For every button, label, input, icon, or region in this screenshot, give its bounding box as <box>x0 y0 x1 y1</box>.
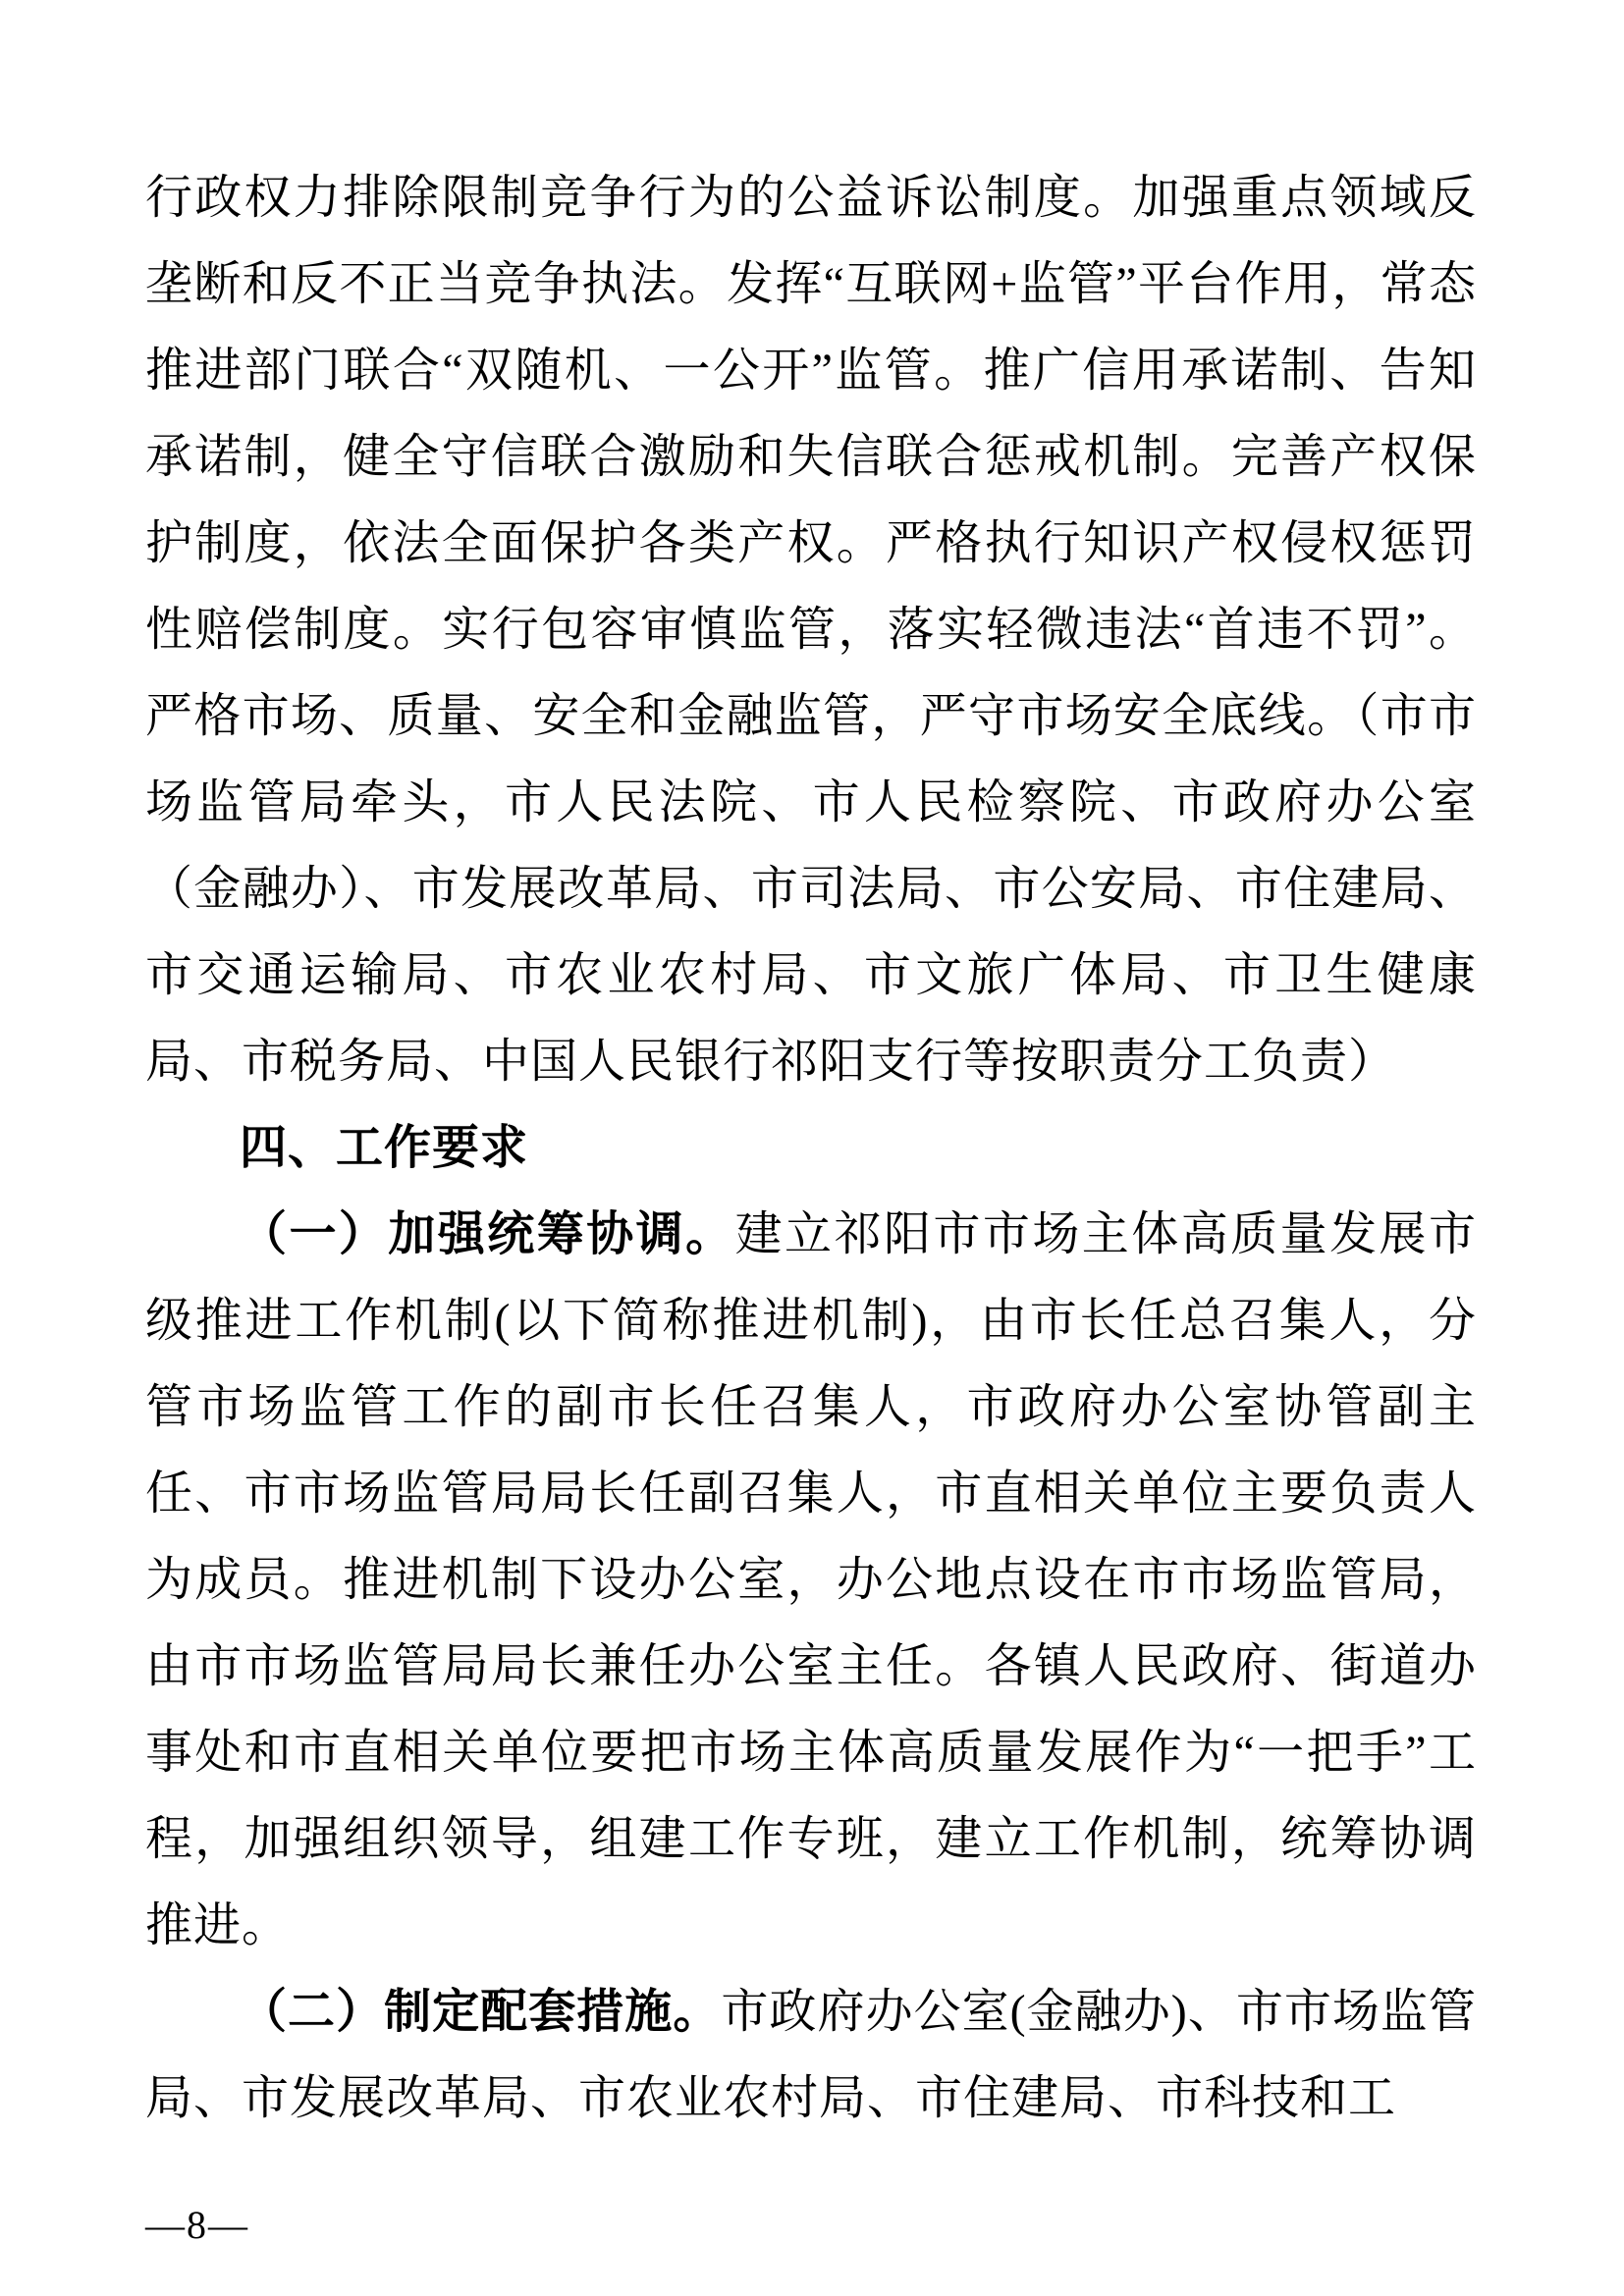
paragraph-continuation <box>145 155 1477 1105</box>
text-run: 行政权力排除限制竞争行为的公益诉讼制度。加强重点领域反垄断和反不正当竞争执法。发挥“互联网+监管”平台作用，常态推进部门联合“双随机、一公开”监管。推广信用承诺制、告知承诺制，健全守信联合激励和失信联合惩戒机制。完善产权保护制度，依法全面保护各类产权。严格执行知识产权侵权惩罚性赔偿制度。实行包容审慎监管，落实轻微违法“首违不罚”。严格市场、质量、安全和金融监管，严守市场安全底线。（市市场监管局牵头，市人民法院、市人民检察院、市政府办公室（金融办）、市发展改革局、市司法局、市公安局、市住建局、市交通运输局、市农业农村局、市文旅广体局、市卫生健康局、市税务局、中国人民银行祁阳支行等按职责分工负责） <box>145 172 1477 1088</box>
paragraph-item-one <box>145 1192 1477 1969</box>
paragraph-item-two <box>145 1969 1477 2142</box>
item-two-lead-bold: （二）制定配套措施。 <box>240 1986 722 2038</box>
document-body <box>145 155 1477 2142</box>
section-heading-text: 四、工作要求 <box>240 1122 529 1174</box>
section-heading <box>145 1105 1477 1192</box>
page-number: —8— <box>145 2203 249 2247</box>
item-one-lead-bold: （一）加强统筹协调。 <box>240 1208 735 1260</box>
text-run: 市政府办公室(金融办)、市市场监管局、市发展改革局、市农业农村局、市住建局、市科技和工 <box>145 1986 1477 2124</box>
text-run: 建立祁阳市市场主体高质量发展市级推进工作机制(以下简称推进机制)，由市长任总召集人，分管市场监管工作的副市长任召集人，市政府办公室协管副主任、市市场监管局局长任副召集人，市直相关单位主要负责人为成员。推进机制下设办公室，办公地点设在市市场监管局，由市市场监管局局长兼任办公室主任。各镇人民政府、街道办事处和市直相关单位要把市场主体高质量发展作为“一把手”工程，加强组织领导，组建工作专班，建立工作机制，统筹协调推进。 <box>145 1208 1477 1951</box>
